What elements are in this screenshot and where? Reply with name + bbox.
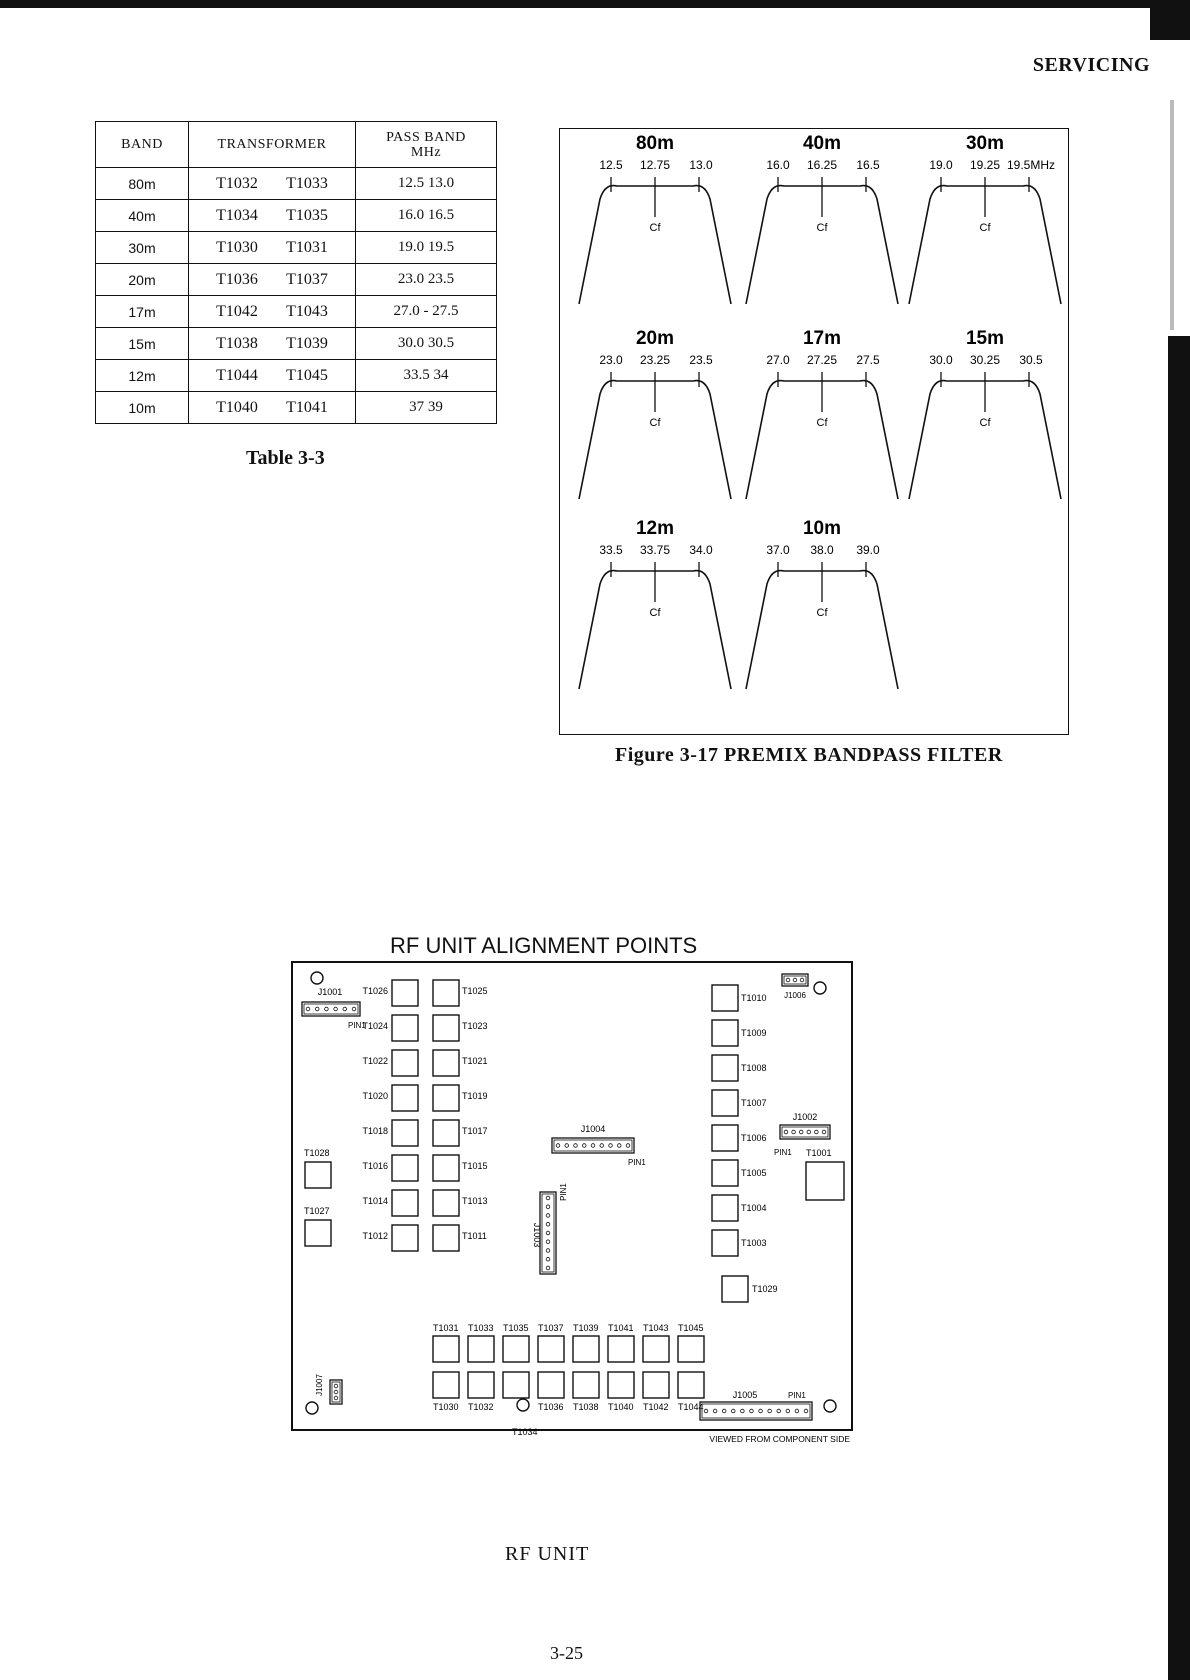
cell-passband: 30.0 30.5 [356,328,497,360]
freq-high-label: 23.5 [689,353,713,367]
transformer-label: T1016 [362,1161,388,1171]
transformer-label: T1020 [362,1091,388,1101]
transformer-label: T1040 [608,1402,634,1412]
connector-label: J1004 [580,1124,606,1134]
transformer-t1017 [433,1120,459,1146]
connector-j1007-inner [332,1382,340,1402]
mounting-hole [306,1402,318,1414]
connector-pin [807,1130,811,1134]
freq-high-label: 30.5 [1019,353,1043,367]
rf-unit-board [290,960,858,1445]
mounting-hole [824,1400,836,1412]
cell-passband: 12.5 13.0 [356,168,497,200]
pin1-label: PIN1 [628,1158,646,1167]
connector-pin [741,1409,745,1413]
transformer-label: T1004 [741,1203,767,1213]
table-row [96,264,497,296]
connector-pin [777,1409,781,1413]
transformer-t1035 [503,1336,529,1362]
transformer-label: T1037 [538,1323,564,1333]
transformer-t1043 [643,1336,669,1362]
transformer-label: T1012 [362,1231,388,1241]
pin1-label: PIN1 [788,1391,806,1400]
transformer-label: T1031 [433,1323,459,1333]
transformer-t1026 [392,980,418,1006]
connector-label: J1006 [784,991,806,1000]
connector-pin [722,1409,726,1413]
table-row [96,328,497,360]
connector-pin [546,1249,550,1253]
freq-low-label: 19.0 [929,158,953,172]
cell-passband: 33.5 34 [356,360,497,392]
band-curve-12m [579,518,731,689]
cf-label: Cf [979,222,991,234]
connector-j1002-inner [782,1127,828,1137]
freq-center-label: 12.75 [639,158,671,172]
cell-band: 40m [96,200,189,232]
transformer-label: T1034 [512,1427,538,1437]
connector-pin [556,1144,560,1148]
transformer-label: T1043 [643,1323,669,1333]
cell-transformer: T1036 T1037 [189,264,356,296]
transformer-t1013 [433,1190,459,1216]
transformer-t1032 [468,1372,494,1398]
freq-high-label: 16.5 [856,158,880,172]
cell-passband: 23.0 23.5 [356,264,497,296]
transformer-label: T1029 [752,1284,778,1294]
pin1-label: PIN1 [774,1148,792,1157]
connector-pin [759,1409,763,1413]
transformer-label: T1007 [741,1098,767,1108]
transformer-t1031 [433,1336,459,1362]
col-band: BAND [96,122,189,168]
transformer-t1030 [433,1372,459,1398]
mounting-hole [814,982,826,994]
cell-band: 15m [96,328,189,360]
transformer-label: T1039 [573,1323,599,1333]
band-curve-15m [909,328,1061,499]
band-curve-17m [746,328,898,499]
transformer-label: T1015 [462,1161,488,1171]
connector-pin [546,1240,550,1244]
band-title: 12m [635,518,675,539]
transformer-label: T1019 [462,1091,488,1101]
band-title: 15m [965,328,1005,349]
pin1-label: PIN1 [559,1183,568,1201]
connector-pin [795,1409,799,1413]
cell-transformer: T1038 T1039 [189,328,356,360]
transformer-t1019 [433,1085,459,1111]
connector-pin [565,1144,569,1148]
transformer-t1022 [392,1050,418,1076]
connector-pin [792,1130,796,1134]
connector-pin [609,1144,613,1148]
viewed-label: VIEWED FROM COMPONENT SIDE [709,1434,850,1444]
cell-passband: 37 39 [356,392,497,424]
connector-pin [793,978,797,982]
rf-unit-caption: RF UNIT [505,1543,590,1565]
connector-label: J1007 [315,1374,324,1396]
cell-band: 17m [96,296,189,328]
freq-low-label: 37.0 [766,543,790,557]
connector-pin [546,1196,550,1200]
cf-label: Cf [979,417,991,429]
transformer-t1005 [712,1160,738,1186]
freq-low-label: 12.5 [599,158,623,172]
transformer-t1045 [678,1336,704,1362]
table-caption: Table 3-3 [246,447,325,469]
transformer-t1012 [392,1225,418,1251]
connector-pin [799,1130,803,1134]
transformer-label: T1005 [741,1168,767,1178]
transformer-t1009 [712,1020,738,1046]
band-title: 10m [802,518,842,539]
transformer-label: T1013 [462,1196,488,1206]
transformer-label: T1010 [741,993,767,1003]
connector-pin [713,1409,717,1413]
freq-center-label: 23.25 [639,353,671,367]
connector-pin [546,1257,550,1261]
transformer-label: T1017 [462,1126,488,1136]
transformer-label: T1028 [304,1148,330,1158]
connector-pin [784,1130,788,1134]
connector-label: J1003 [532,1222,542,1248]
test-point [517,1399,529,1411]
col-passband: PASS BAND MHz [356,122,497,168]
transformer-t1014 [392,1190,418,1216]
pin1-label: PIN1 [348,1021,366,1030]
cell-band: 12m [96,360,189,392]
table-row [96,296,497,328]
top-right-scan-mark [1150,0,1190,40]
transformer-t1020 [392,1085,418,1111]
freq-low-label: 27.0 [766,353,790,367]
cell-transformer: T1044 T1045 [189,360,356,392]
transformer-label: T1009 [741,1028,767,1038]
transformer-t1038 [573,1372,599,1398]
transformer-label: T1008 [741,1063,767,1073]
transformer-t1039 [573,1336,599,1362]
freq-low-label: 16.0 [766,158,790,172]
cell-passband: 27.0 - 27.5 [356,296,497,328]
transformer-t1021 [433,1050,459,1076]
bandpass-curves [560,129,1068,734]
freq-center-label: 30.25 [969,353,1001,367]
transformer-label: T1018 [362,1126,388,1136]
transformer-t1041 [608,1336,634,1362]
connector-pin [315,1007,319,1011]
table-row [96,200,497,232]
freq-center-label: 16.25 [806,158,838,172]
transformer-t1016 [392,1155,418,1181]
band-title: 20m [635,328,675,349]
band-curve-30m [909,133,1061,304]
freq-high-label: 19.5MHz [1006,158,1056,172]
table-row [96,360,497,392]
connector-pin [768,1409,772,1413]
cell-transformer: T1034 T1035 [189,200,356,232]
transformer-label: T1027 [304,1206,330,1216]
connector-pin [800,978,804,982]
transformer-t1007 [712,1090,738,1116]
transformer-label: T1023 [462,1021,488,1031]
connector-pin [574,1144,578,1148]
transformer-t1023 [433,1015,459,1041]
connector-label: J1005 [732,1390,758,1400]
cf-label: Cf [649,607,661,619]
transformer-label: T1030 [433,1402,459,1412]
cf-label: Cf [649,417,661,429]
freq-high-label: 39.0 [856,543,880,557]
freq-center-label: 19.25 [969,158,1001,172]
connector-pin [704,1409,708,1413]
transformer-t1040 [608,1372,634,1398]
transformer-label: T1021 [462,1056,488,1066]
freq-center-label: 27.25 [806,353,838,367]
col-transformer: TRANSFORMER [189,122,356,168]
connector-pin [822,1130,826,1134]
connector-j1001-inner [304,1004,358,1014]
band-title: 40m [802,133,842,154]
table-row [96,232,497,264]
table-header-row [96,122,497,168]
cf-label: Cf [816,607,828,619]
cell-band: 30m [96,232,189,264]
freq-low-label: 30.0 [929,353,953,367]
connector-pin [306,1007,310,1011]
transformer-t1028 [305,1162,331,1188]
cf-label: Cf [816,222,828,234]
transformer-label: T1041 [608,1323,634,1333]
transformer-t1025 [433,980,459,1006]
transformer-label: T1025 [462,986,488,996]
band-curve-10m [746,518,898,689]
band-curve-40m [746,133,898,304]
connector-label: J1001 [317,987,343,997]
connector-pin [786,1409,790,1413]
transformer-label: T1006 [741,1133,767,1143]
freq-center-label: 38.0 [810,543,834,557]
cell-band: 20m [96,264,189,296]
connector-pin [591,1144,595,1148]
connector-pin [334,1396,338,1400]
connector-pin [546,1222,550,1226]
connector-j1006-inner [784,976,806,984]
transformer-t1036 [538,1372,564,1398]
table-row [96,168,497,200]
transformer-t1027 [305,1220,331,1246]
transformer-t1018 [392,1120,418,1146]
transformer-label: T1026 [362,986,388,996]
transformer-label: T1022 [362,1056,388,1066]
connector-pin [334,1007,338,1011]
transformer-label: T1033 [468,1323,494,1333]
transformer-t1011 [433,1225,459,1251]
transformer-t1003 [712,1230,738,1256]
transformer-label: T1003 [741,1238,767,1248]
transformer-t1004 [712,1195,738,1221]
connector-pin [343,1007,347,1011]
transformer-t1033 [468,1336,494,1362]
cell-transformer: T1040 T1041 [189,392,356,424]
transformer-t1015 [433,1155,459,1181]
transformer-label: T1038 [573,1402,599,1412]
cell-passband: 16.0 16.5 [356,200,497,232]
band-title: 17m [802,328,842,349]
cf-label: Cf [816,417,828,429]
connector-label: J1002 [792,1112,818,1122]
cell-band: 10m [96,392,189,424]
mounting-hole [311,972,323,984]
right-edge-bar [1168,336,1190,1680]
connector-pin [546,1266,550,1270]
connector-pin [546,1214,550,1218]
table-row [96,392,497,424]
connector-j1005-inner [702,1404,810,1418]
freq-low-label: 33.5 [599,543,623,557]
cell-transformer: T1032 T1033 [189,168,356,200]
figure-caption: Figure 3-17 PREMIX BANDPASS FILTER [615,744,1003,766]
transformer-label: T1011 [462,1231,487,1241]
connector-pin [546,1205,550,1209]
table-3-3 [95,121,497,424]
cell-transformer: T1030 T1031 [189,232,356,264]
band-curve-80m [579,133,731,304]
connector-pin [804,1409,808,1413]
connector-pin [750,1409,754,1413]
connector-pin [815,1130,819,1134]
scan-edge-mark [1170,100,1174,330]
connector-pin [325,1007,329,1011]
transformer-label: T1035 [503,1323,529,1333]
transformer-label: T1032 [468,1402,494,1412]
cf-label: Cf [649,222,661,234]
connector-pin [786,978,790,982]
transformer-t1044 [678,1372,704,1398]
transformer-label: T1042 [643,1402,669,1412]
transformer-t1001 [806,1162,844,1200]
transformer-t1010 [712,985,738,1011]
transformer-t1006 [712,1125,738,1151]
connector-pin [546,1231,550,1235]
transformer-label: T1045 [678,1323,704,1333]
transformer-label: T1044 [678,1402,704,1412]
connector-pin [600,1144,604,1148]
cell-transformer: T1042 T1043 [189,296,356,328]
bandpass-figure [559,128,1069,735]
rf-alignment-title: RF UNIT ALIGNMENT POINTS [390,933,698,958]
transformer-t1037 [538,1336,564,1362]
cell-passband: 19.0 19.5 [356,232,497,264]
connector-pin [334,1384,338,1388]
cell-band: 80m [96,168,189,200]
freq-low-label: 23.0 [599,353,623,367]
connector-pin [352,1007,356,1011]
transformer-t1042 [643,1372,669,1398]
band-title: 30m [965,133,1005,154]
freq-center-label: 33.75 [639,543,671,557]
freq-high-label: 13.0 [689,158,713,172]
top-border-bar [0,0,1190,8]
transformer-block [503,1372,529,1398]
transformer-t1008 [712,1055,738,1081]
connector-pin [334,1390,338,1394]
connector-pin [626,1144,630,1148]
transformer-label: T1024 [362,1021,388,1031]
transformer-label: T1001 [806,1148,832,1158]
page-number: 3-25 [550,1643,583,1663]
transformer-t1029 [722,1276,748,1302]
connector-pin [731,1409,735,1413]
connector-j1004-inner [554,1140,632,1151]
band-curve-20m [579,328,731,499]
connector-pin [582,1144,586,1148]
connector-j1003-inner [542,1194,554,1272]
band-title: 80m [635,133,675,154]
freq-high-label: 27.5 [856,353,880,367]
section-header: SERVICING [1032,54,1150,76]
transformer-label: T1014 [362,1196,388,1206]
transformer-t1024 [392,1015,418,1041]
connector-pin [617,1144,621,1148]
transformer-label: T1036 [538,1402,564,1412]
freq-high-label: 34.0 [689,543,713,557]
